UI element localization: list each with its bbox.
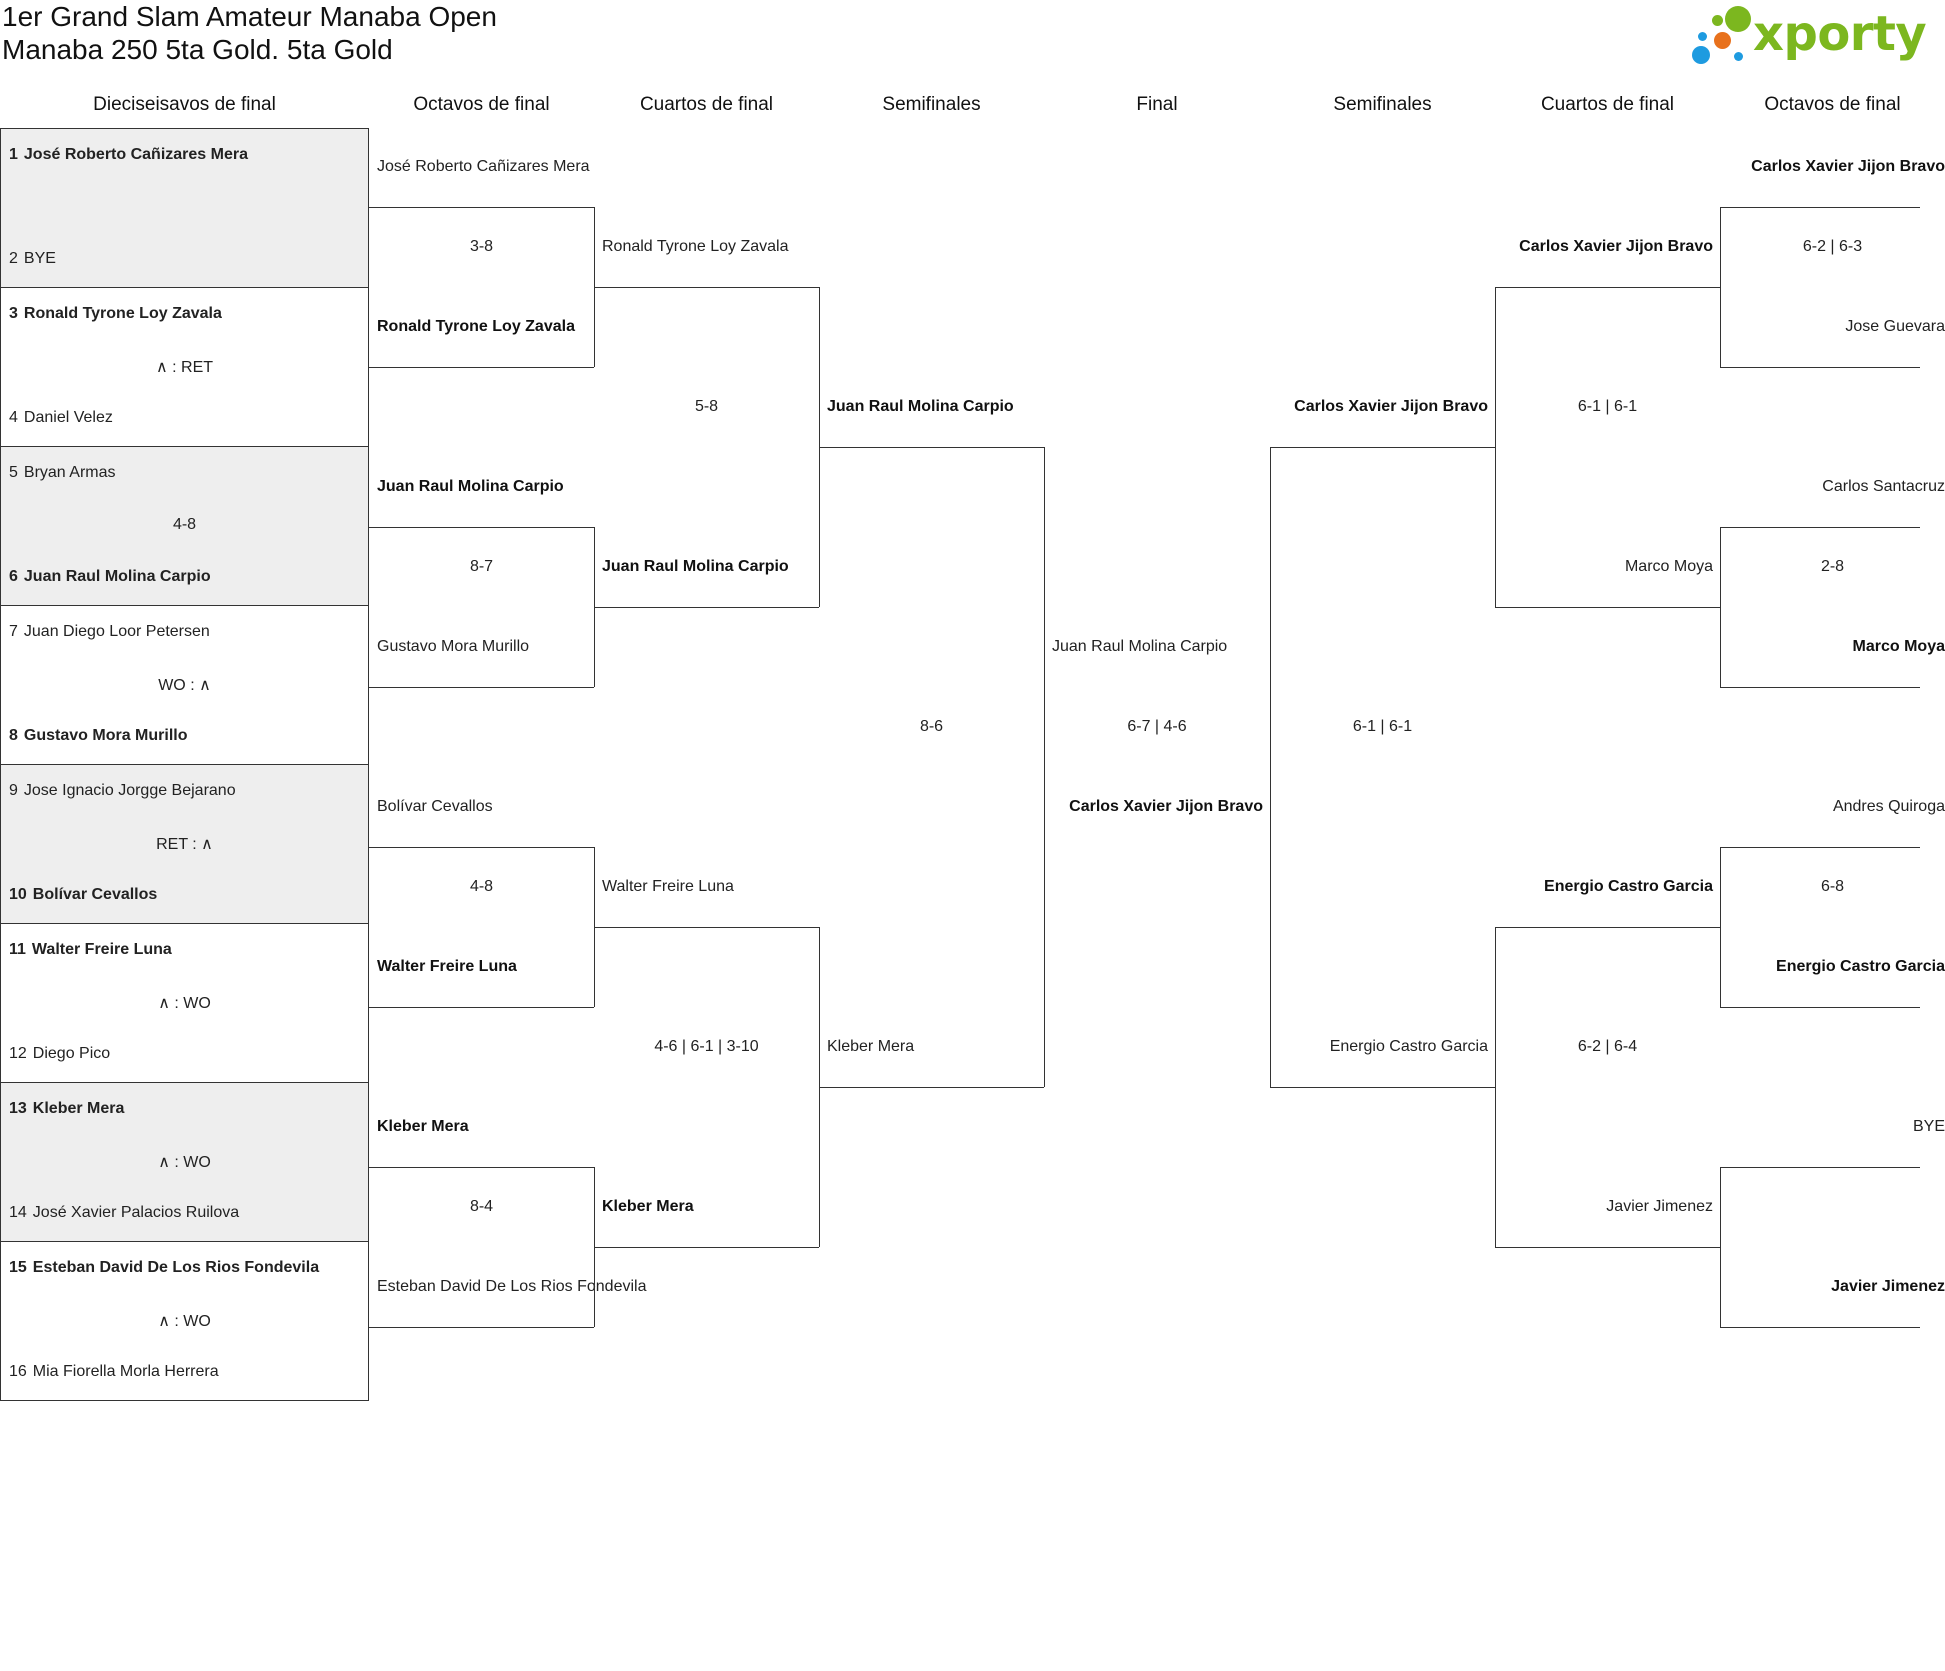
r32-player-bottom	[9, 727, 187, 745]
round-header-r32: Dieciseisavos de final	[93, 94, 276, 115]
bracket-line	[594, 1247, 819, 1248]
bracket-player[interactable]: Carlos Xavier Jijon Bravo	[1294, 398, 1488, 415]
r32-player-bottom	[9, 1363, 219, 1381]
bracket-line	[594, 287, 819, 288]
bracket-player[interactable]: Marco Moya	[1852, 638, 1945, 655]
bracket-player[interactable]: Walter Freire Luna	[602, 878, 734, 895]
match-score: 5-8	[694, 398, 719, 415]
match-score: 6-2 | 6-4	[1577, 1038, 1638, 1055]
player-name: Walter Freire Luna	[31, 941, 172, 958]
r32-player-top	[9, 782, 236, 800]
bracket-player[interactable]: Ronald Tyrone Loy Zavala	[602, 238, 789, 255]
player-name: Diego Pico	[32, 1045, 111, 1062]
seed-number: 6	[9, 568, 18, 585]
bracket-player[interactable]: Marco Moya	[1624, 558, 1713, 575]
r32-player-bottom	[9, 409, 113, 427]
bracket-line	[1044, 447, 1045, 1087]
bracket-line	[1720, 687, 1920, 688]
match-score: 3-8	[469, 238, 494, 255]
player-name: Kleber Mera	[32, 1100, 125, 1117]
seed-number: 7	[9, 623, 18, 640]
seed-number: 14	[9, 1204, 27, 1221]
bracket-player[interactable]: Energio Castro Garcia	[1544, 878, 1713, 895]
player-name: Gustavo Mora Murillo	[23, 727, 188, 744]
bracket-player[interactable]: Juan Raul Molina Carpio	[377, 478, 564, 495]
bracket-line	[1720, 1007, 1920, 1008]
bracket-line	[1720, 207, 1721, 367]
seed-number: 15	[9, 1259, 27, 1276]
logo-text: xporty	[1753, 6, 1927, 62]
bracket-player[interactable]: Kleber Mera	[602, 1198, 694, 1215]
player-name: Daniel Velez	[23, 409, 113, 426]
player-name: José Roberto Cañizares Mera	[23, 146, 248, 163]
bracket-line	[1720, 847, 1721, 1007]
bracket-line	[1495, 927, 1720, 928]
player-name: Esteban David De Los Rios Fondevila	[32, 1259, 320, 1276]
player-name: Bolívar Cevallos	[32, 886, 158, 903]
bracket-line	[1270, 1087, 1495, 1088]
seed-number: 8	[9, 727, 18, 744]
match-score: 8-6	[919, 718, 944, 735]
bracket-line	[369, 1167, 594, 1168]
bracket-player[interactable]: BYE	[1912, 1118, 1945, 1135]
bracket-player[interactable]: Andres Quiroga	[1832, 798, 1945, 815]
bracket-line	[369, 847, 594, 848]
match-score: 4-6 | 6-1 | 3-10	[654, 1038, 759, 1055]
player-name: Ronald Tyrone Loy Zavala	[23, 305, 222, 322]
round-header-sf-left: Semifinales	[882, 94, 981, 115]
r32-player-bottom	[9, 1045, 110, 1063]
bracket-line	[369, 367, 594, 368]
bracket-line	[369, 207, 594, 208]
bracket-line	[819, 1087, 1044, 1088]
player-name: BYE	[23, 250, 56, 267]
tournament-category: Manaba 250 5ta Gold. 5ta Gold	[2, 34, 393, 65]
r32-player-bottom	[9, 1204, 239, 1222]
seed-number: 2	[9, 250, 18, 267]
r32-player-top	[9, 1259, 319, 1277]
bracket-player[interactable]: Juan Raul Molina Carpio	[602, 558, 789, 575]
r32-match[interactable]	[0, 128, 369, 288]
bracket-line	[1495, 607, 1720, 608]
r32-player-top	[9, 464, 116, 482]
bracket-player[interactable]: Javier Jimenez	[1831, 1278, 1945, 1295]
match-score: 8-7	[469, 558, 494, 575]
bracket-player[interactable]: Carlos Xavier Jijon Bravo	[1751, 158, 1945, 175]
round-header-sf-right: Semifinales	[1333, 94, 1432, 115]
r32-score: ∧ : RET	[155, 359, 214, 376]
r32-player-bottom	[9, 886, 157, 904]
r32-match[interactable]	[0, 1082, 369, 1242]
match-score: 6-1 | 6-1	[1352, 718, 1413, 735]
logo-dot-green-small	[1712, 15, 1723, 26]
bracket-player[interactable]: Energio Castro Garcia	[1329, 1038, 1488, 1055]
bracket-player[interactable]: Kleber Mera	[377, 1118, 469, 1135]
bracket-line	[1495, 1247, 1720, 1248]
seed-number: 16	[9, 1363, 27, 1380]
bracket-line	[594, 927, 819, 928]
logo-dot-blue-small	[1698, 32, 1707, 41]
player-name: Bryan Armas	[23, 464, 116, 481]
round-header-final: Final	[1136, 94, 1178, 115]
seed-number: 13	[9, 1100, 27, 1117]
bracket-player[interactable]: Javier Jimenez	[1606, 1198, 1713, 1215]
round-header-r16-left: Octavos de final	[413, 94, 550, 115]
seed-number: 11	[9, 941, 26, 958]
r32-player-bottom	[9, 250, 56, 268]
seed-number: 12	[9, 1045, 27, 1062]
bracket-line	[369, 1007, 594, 1008]
logo-dot-blue-tiny	[1734, 52, 1743, 61]
bracket-line	[1720, 1167, 1721, 1327]
seed-number: 4	[9, 409, 18, 426]
r32-match[interactable]	[0, 1241, 369, 1401]
seed-number: 1	[9, 146, 18, 163]
bracket-line	[1720, 527, 1721, 687]
r32-player-top	[9, 146, 248, 164]
bracket-player[interactable]: Gustavo Mora Murillo	[377, 638, 530, 655]
bracket-player[interactable]: José Roberto Cañizares Mera	[377, 158, 590, 175]
bracket-player[interactable]: Esteban David De Los Rios Fondevila	[377, 1278, 647, 1295]
bracket-line	[369, 1327, 594, 1328]
r32-match[interactable]	[0, 287, 369, 447]
bracket-line	[369, 527, 594, 528]
round-header-qf-left: Cuartos de final	[639, 94, 774, 115]
bracket-player[interactable]: Carlos Xavier Jijon Bravo	[1519, 238, 1713, 255]
player-name: Juan Diego Loor Petersen	[23, 623, 210, 640]
bracket-line	[1495, 287, 1496, 607]
tournament-name: 1er Grand Slam Amateur Manaba Open	[2, 1, 497, 32]
match-score: 4-8	[469, 878, 494, 895]
final-player-top[interactable]: Juan Raul Molina Carpio	[1052, 638, 1228, 655]
bracket-line	[594, 607, 819, 608]
r32-score: WO : ∧	[158, 677, 211, 694]
match-score: 6-1 | 6-1	[1577, 398, 1638, 415]
r32-match[interactable]	[0, 605, 369, 765]
bracket-line	[1720, 367, 1920, 368]
player-name: José Xavier Palacios Ruilova	[32, 1204, 240, 1221]
bracket-player[interactable]: Ronald Tyrone Loy Zavala	[377, 318, 575, 335]
bracket-line	[1720, 207, 1920, 208]
logo-dot-green	[1725, 6, 1751, 32]
bracket-line	[1495, 927, 1496, 1247]
bracket-line	[369, 687, 594, 688]
player-name: Juan Raul Molina Carpio	[23, 568, 211, 585]
r32-player-top	[9, 305, 222, 323]
r32-match[interactable]	[0, 764, 369, 924]
r32-score: ∧ : WO	[158, 995, 211, 1012]
bracket-player[interactable]: Carlos Santacruz	[1822, 478, 1945, 495]
bracket-line	[1270, 447, 1271, 1087]
player-name: Jose Ignacio Jorgge Bejarano	[23, 782, 236, 799]
r32-score: ∧ : WO	[158, 1154, 211, 1171]
r32-score: 4-8	[172, 516, 197, 533]
bracket-line	[1720, 1327, 1920, 1328]
bracket-line	[819, 447, 1044, 448]
r32-player-top	[9, 941, 172, 959]
bracket-line	[1720, 847, 1920, 848]
bracket-player[interactable]: Juan Raul Molina Carpio	[827, 398, 1014, 415]
r32-player-bottom	[9, 568, 211, 586]
seed-number: 9	[9, 782, 18, 799]
bracket-player[interactable]: Jose Guevara	[1845, 318, 1945, 335]
match-score: 2-8	[1820, 558, 1845, 575]
round-header-r16-right: Octavos de final	[1764, 94, 1901, 115]
player-name: Mia Fiorella Morla Herrera	[32, 1363, 219, 1380]
bracket-line	[1270, 447, 1495, 448]
final-score: 6-7 | 4-6	[1127, 718, 1187, 735]
xporty-logo[interactable]	[1690, 2, 1927, 70]
final-player-bottom[interactable]: Carlos Xavier Jijon Bravo	[1069, 798, 1263, 815]
logo-dot-blue	[1692, 46, 1710, 64]
r32-match[interactable]	[0, 446, 369, 606]
bracket-line	[1720, 1167, 1920, 1168]
match-score: 6-2 | 6-3	[1802, 238, 1863, 255]
seed-number: 10	[9, 886, 27, 903]
seed-number: 5	[9, 464, 18, 481]
match-score: 8-4	[469, 1198, 494, 1215]
bracket-player[interactable]: Kleber Mera	[827, 1038, 915, 1055]
bracket-player[interactable]: Bolívar Cevallos	[377, 798, 493, 815]
bracket-line	[1720, 527, 1920, 528]
r32-player-top	[9, 1100, 124, 1118]
seed-number: 3	[9, 305, 18, 322]
r32-player-top	[9, 623, 210, 641]
r32-score: RET : ∧	[156, 836, 213, 853]
logo-dot-orange	[1714, 32, 1731, 49]
round-header-qf-right: Cuartos de final	[1540, 94, 1675, 115]
r32-score: ∧ : WO	[158, 1313, 211, 1330]
r32-match[interactable]	[0, 923, 369, 1083]
bracket-player[interactable]: Walter Freire Luna	[377, 958, 517, 975]
bracket-line	[1495, 287, 1720, 288]
match-score: 6-8	[1820, 878, 1845, 895]
bracket-player[interactable]: Energio Castro Garcia	[1776, 958, 1945, 975]
